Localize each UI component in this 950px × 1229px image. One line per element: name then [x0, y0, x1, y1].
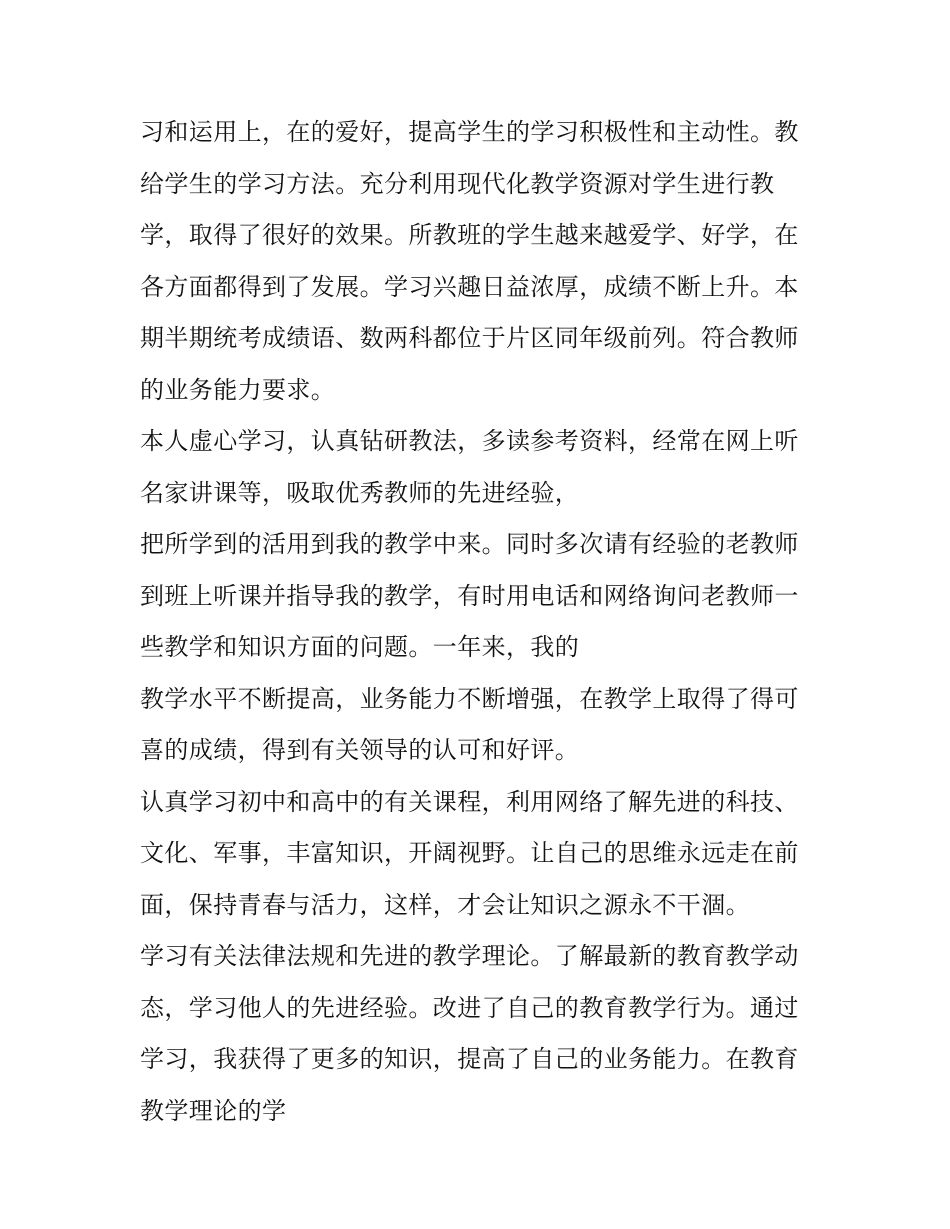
text-line: 态，学习他人的先进经验。改进了自己的教育教学行为。通过	[140, 993, 799, 1022]
text-line: 认真学习初中和高中的有关课程，利用网络了解先进的科技、	[140, 787, 799, 816]
text-line: 的业务能力要求。	[140, 375, 336, 404]
text-line: 喜的成绩，得到有关领导的认可和好评。	[140, 736, 580, 764]
text-line: 学，取得了很好的效果。所教班的学生越来越爱学、好学，在	[140, 221, 799, 249]
text-line: 文化、军事，丰富知识，开阔视野。让自己的思维永远走在前	[140, 839, 799, 867]
text-line: 给学生的学习方法。充分利用现代化教学资源对学生进行教	[140, 169, 775, 198]
text-line: 到班上听课并指导我的教学，有时用电话和网络询问老教师一	[140, 581, 799, 610]
text-line: 学习有关法律法规和先进的教学理论。了解最新的教育教学动	[140, 942, 799, 970]
text-line: 教学理论的学	[140, 1096, 287, 1125]
text-line: 本人虚心学习，认真钻研教法，多读参考资料，经常在网上听	[140, 427, 799, 455]
text-line: 把所学到的活用到我的教学中来。同时多次请有经验的老教师	[140, 530, 799, 558]
text-line: 名家讲课等，吸取优秀教师的先进经验，	[140, 478, 580, 507]
text-line: 教学水平不断提高，业务能力不断增强，在教学上取得了得可	[140, 684, 799, 713]
text-line: 各方面都得到了发展。学习兴趣日益浓厚，成绩不断上升。本	[140, 272, 799, 301]
text-line: 期半期统考成绩语、数两科都位于片区同年级前列。符合教师	[140, 324, 799, 352]
text-line: 习和运用上，在的爱好，提高学生的学习积极性和主动性。教	[140, 118, 799, 146]
text-line: 些教学和知识方面的问题。一年来，我的	[140, 633, 580, 661]
text-line: 学习，我获得了更多的知识，提高了自己的业务能力。在教育	[140, 1045, 799, 1073]
document-body	[140, 107, 820, 1137]
text-line: 面，保持青春与活力，这样，才会让知识之源永不干涸。	[140, 890, 750, 919]
